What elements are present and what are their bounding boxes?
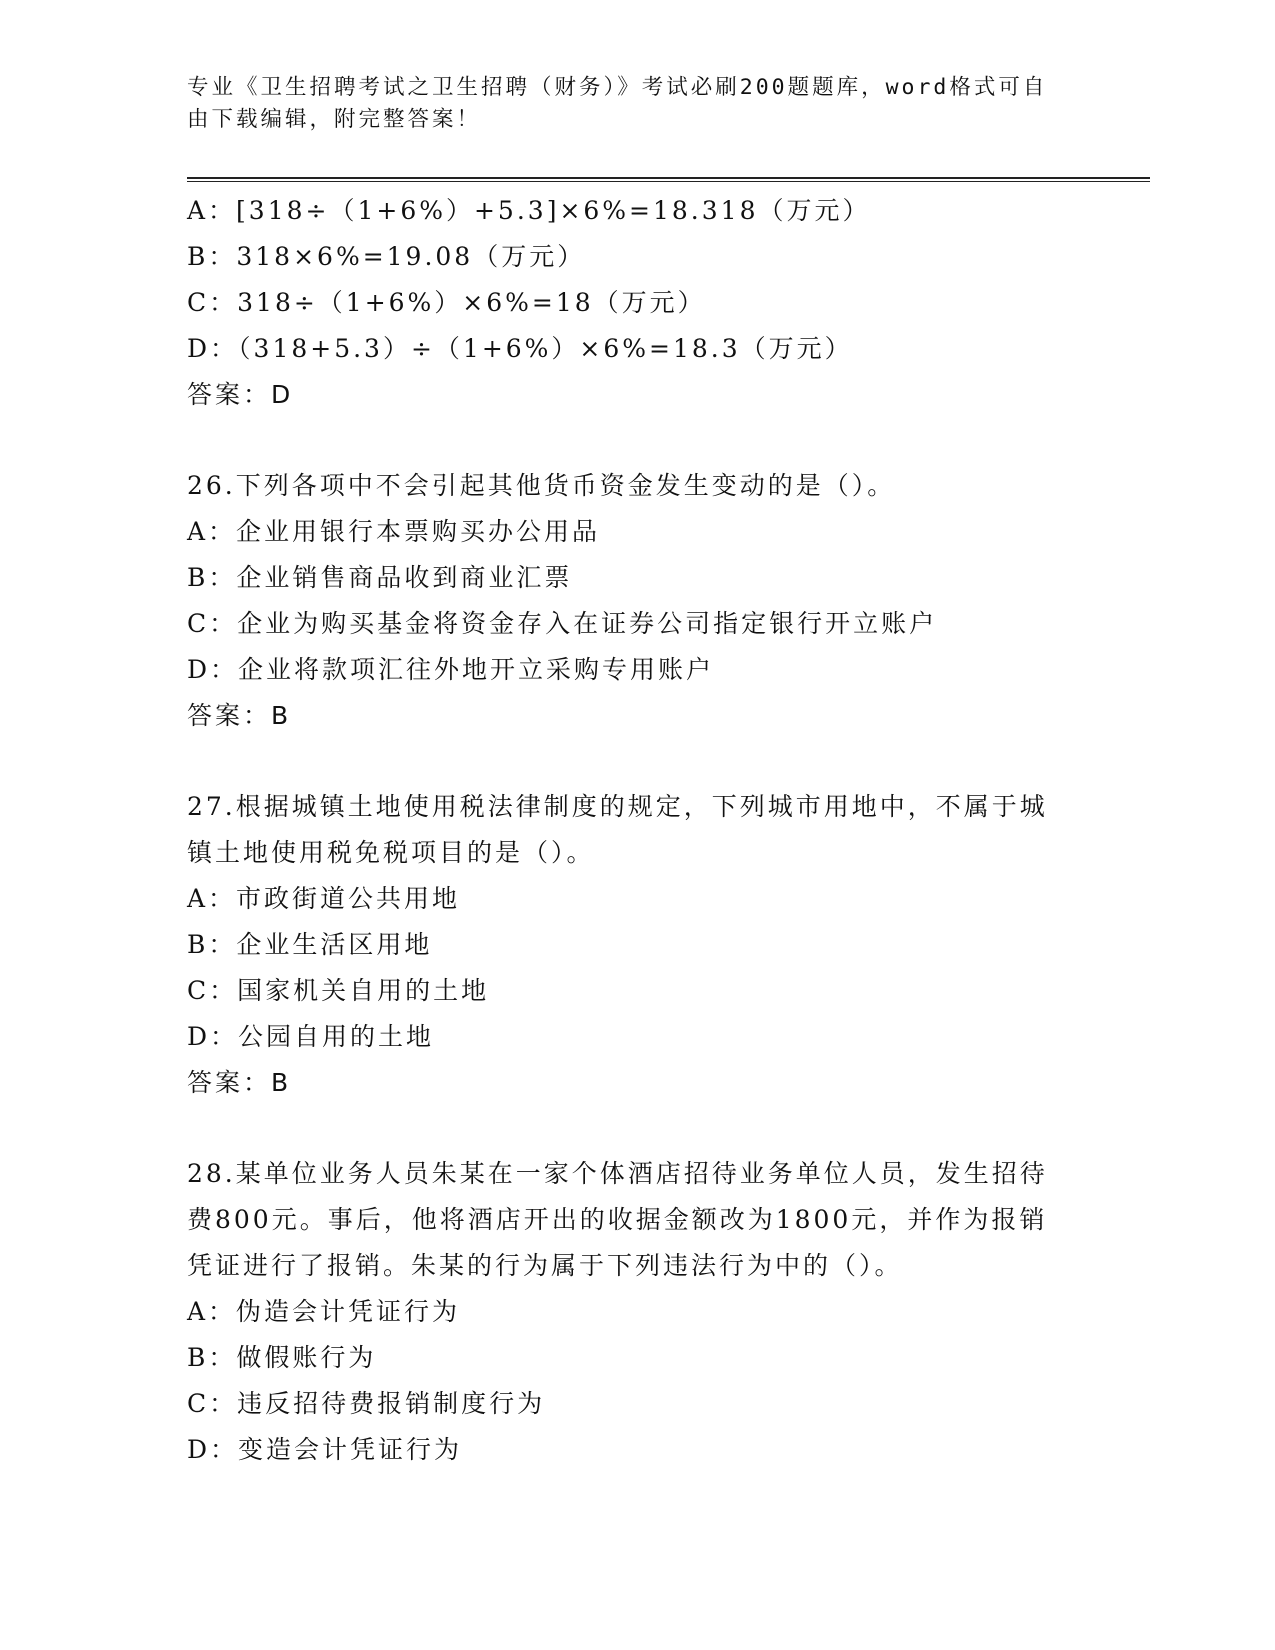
question-stem-line-3: 凭证进行了报销。朱某的行为属于下列违法行为中的（）。 xyxy=(187,1251,903,1280)
option-b: B：企业销售商品收到商业汇票 xyxy=(187,563,573,592)
spacer xyxy=(187,739,1087,784)
header-rule-thick xyxy=(187,177,1150,179)
answer-line: 答案：B xyxy=(187,701,292,730)
option-c: C：企业为购买基金将资金存入在证券公司指定银行开立账户 xyxy=(187,609,938,638)
option-a: A：伪造会计凭证行为 xyxy=(187,1297,461,1326)
option-b: B：企业生活区用地 xyxy=(187,930,433,959)
option-b: B：318×6%=19.08（万元） xyxy=(187,242,586,271)
header-rule-thin xyxy=(187,181,1150,182)
spacer xyxy=(187,1106,1087,1151)
answer-line: 答案：D xyxy=(187,380,294,409)
document-header: 专业《卫生招聘考试之卫生招聘（财务）》考试必刷200题题库，word格式可自由下载编辑，附完整答案！ xyxy=(187,75,1048,132)
answer-line: 答案：B xyxy=(187,1068,292,1097)
option-d: D：公园自用的土地 xyxy=(187,1022,435,1051)
question-block-25 xyxy=(187,188,1087,418)
question-stem-line-1: 27.根据城镇土地使用税法律制度的规定，下列城市用地中，不属于城 xyxy=(187,792,1048,821)
spacer xyxy=(187,418,1087,463)
option-a: A：[318÷（1+6%）+5.3]×6%=18.318（万元） xyxy=(187,196,871,225)
option-d: D：企业将款项汇往外地开立采购专用账户 xyxy=(187,655,715,684)
question-stem-line-2: 镇土地使用税免税项目的是（）。 xyxy=(187,838,595,867)
question-content xyxy=(187,188,1087,1473)
option-c: C：违反招待费报销制度行为 xyxy=(187,1389,546,1418)
question-block-27 xyxy=(187,784,1087,1106)
option-b: B：做假账行为 xyxy=(187,1343,377,1372)
question-stem: 26.下列各项中不会引起其他货币资金发生变动的是（）。 xyxy=(187,471,896,500)
option-a: A：企业用银行本票购买办公用品 xyxy=(187,517,601,546)
option-d: D：（318+5.3）÷（1+6%）×6%=18.3（万元） xyxy=(187,334,853,363)
option-a: A：市政街道公共用地 xyxy=(187,884,461,913)
option-d: D：变造会计凭证行为 xyxy=(187,1435,463,1464)
question-block-26 xyxy=(187,463,1087,739)
question-stem-line-1: 28.某单位业务人员朱某在一家个体酒店招待业务单位人员，发生招待 xyxy=(187,1159,1048,1188)
option-c: C：国家机关自用的土地 xyxy=(187,976,490,1005)
option-c: C：318÷（1+6%）×6%=18（万元） xyxy=(187,288,706,317)
question-block-28 xyxy=(187,1151,1087,1473)
question-stem-line-2: 费800元。事后，他将酒店开出的收据金额改为1800元，并作为报销 xyxy=(187,1205,1048,1234)
